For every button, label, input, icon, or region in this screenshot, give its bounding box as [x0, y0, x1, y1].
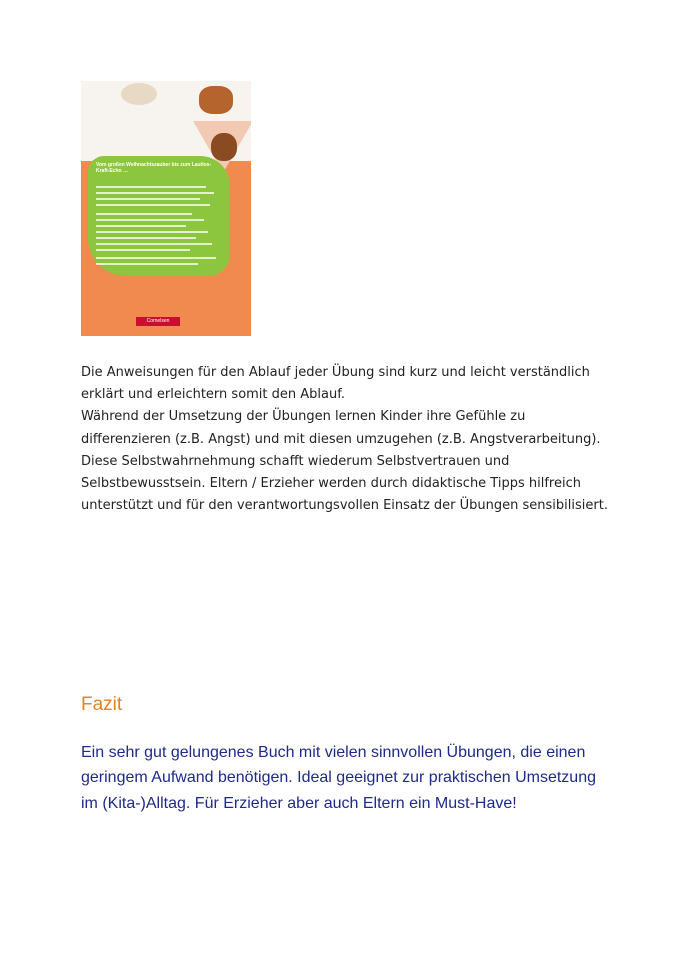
cover-text-line	[96, 225, 186, 227]
cover-text-line	[96, 231, 208, 233]
cover-text-line	[96, 243, 212, 245]
publisher-logo: Cornelsen	[136, 317, 180, 326]
cover-text-line	[96, 204, 210, 206]
cover-headline: Vom großen Weihnachtszauber bis zum Lautlos-Kraft-Echo …	[96, 162, 212, 174]
cover-text-line	[96, 249, 190, 251]
fazit-heading: Fazit	[81, 694, 123, 715]
cover-illustration-figure	[211, 133, 237, 161]
cover-text-line	[96, 192, 214, 194]
conclusion-paragraph: Ein sehr gut gelungenes Buch mit vielen sinnvollen Übungen, die einen geringem Aufwand benötigen. Ideal geeignet zur praktischen Umsetzung im (Kita-)Alltag. Für Erzieher aber auch Eltern ein Must-Have!	[81, 744, 596, 812]
book-cover-image	[81, 81, 251, 336]
cover-text-line	[96, 186, 206, 188]
cover-illustration-right	[199, 86, 233, 114]
cover-text-line	[96, 213, 192, 215]
cover-green-text-panel	[88, 156, 230, 276]
cover-text-line	[96, 219, 204, 221]
cover-illustration-left	[121, 83, 157, 105]
review-body-paragraph: Die Anweisungen für den Ablauf jeder Übung sind kurz und leicht verständlich erklärt und erleichtern somit den Ablauf. Während der Umsetzung der Übungen lernen Kinder ihre Gefühle zu differenzieren (z.B. Angst) und mit diesen umzugehen (z.B. Angstverarbeitung). Diese Selbstwahrnehmung schafft wiederum Selbstvertrauen und Selbstbewusstsein. Eltern / Erzieher werden durch didaktische Tipps hilfreich unterstützt und für den verantwortungsvollen Einsatz der Übungen sensibilisiert.	[81, 365, 608, 514]
cover-text-line	[96, 198, 200, 200]
cover-text-line	[96, 237, 196, 239]
cover-text-line	[96, 257, 216, 259]
cover-text-line	[96, 263, 198, 265]
